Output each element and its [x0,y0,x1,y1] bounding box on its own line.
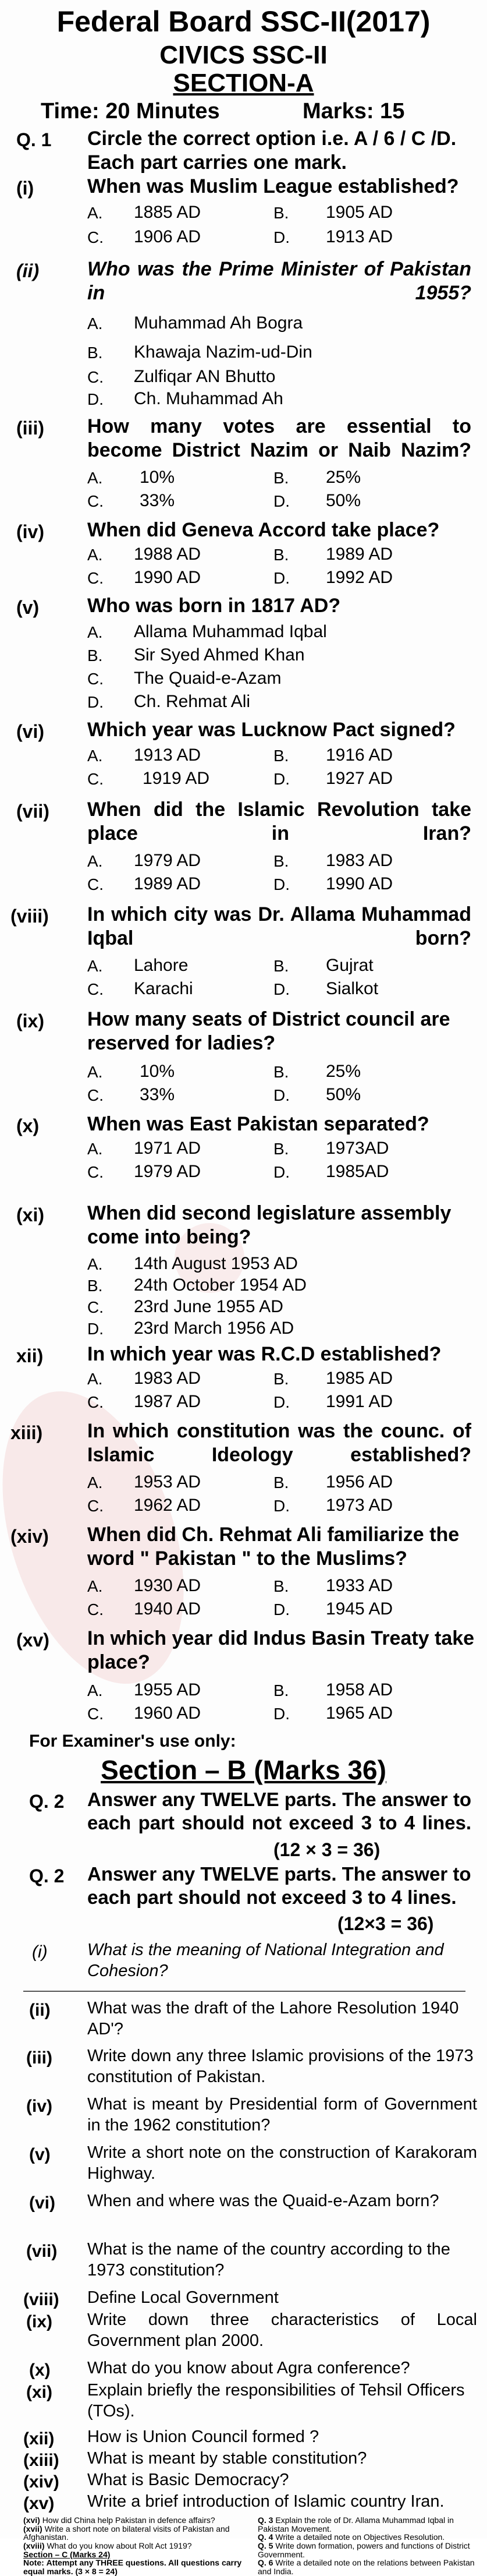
part-number: (xviii) [23,2541,45,2551]
part-text: What is Basic Democracy? [87,2471,289,2489]
option-value: Muhammad Ah Bogra [134,313,303,333]
option-value: 1927 AD [326,769,393,788]
option-value: 1913 AD [326,227,393,246]
option-letter: D. [273,875,290,893]
option-letter: C. [87,228,104,246]
option-value: 1906 AD [134,227,201,246]
option-value: 1905 AD [326,203,393,222]
part-text: Define Local Government [87,2288,279,2307]
option-value: 1945 AD [326,1599,393,1619]
option-letter: B. [273,852,289,870]
option-value: 1940 AD [134,1599,201,1619]
tail-block [0,2515,487,2576]
mcq-number: (ix) [16,1010,44,1031]
part-text: Write a short note on bilateral visits of Pakistan and Afghanistan. [23,2524,230,2542]
mcq-number: (i) [16,178,34,199]
part-number: (xvii) [23,2524,42,2533]
question-text: Explain the role of Dr. Allama Muhammad Iqbal in Pakistan Movement. [258,2515,454,2533]
part-number: (iii) [26,2048,52,2068]
part-text: Write a short note on the construction of Karakoram Highway. [87,2143,477,2183]
option-letter: A. [87,1681,103,1699]
option-letter: A. [87,852,103,870]
option-value: 1989 AD [134,874,201,893]
marks-formula: (3 × 8 = 24) [75,2567,118,2576]
option-letter: C. [87,670,104,688]
option-letter: A. [87,1370,103,1388]
section-a-heading: SECTION-A [173,69,314,97]
part-number: (viii) [23,2290,59,2309]
option-value: 1979 AD [134,1162,201,1181]
option-letter: A. [87,315,103,333]
option-letter: B. [273,1140,289,1158]
option-letter: D. [273,228,290,246]
option-value: 1960 AD [134,1704,201,1723]
question-number: Q. 3 [258,2515,273,2525]
option-letter: C. [87,770,104,788]
mcq-number: xii) [16,1345,44,1366]
note-label: Note: [23,2558,44,2568]
part-text: What do you know about Rolt Act 1919? [47,2541,192,2551]
option-value: Allama Muhammad Iqbal [134,622,327,641]
option-value: 1933 AD [326,1576,393,1595]
mcq-question: In which year did Indus Basin Treaty take place? [87,1627,475,1673]
part-number: (iv) [26,2097,52,2116]
option-letter: A. [87,1255,103,1273]
mcq-question: When did Geneva Accord take place? [87,519,440,541]
part-text: Write down three characteristics of Local Government plan 2000. [87,2310,477,2351]
part-text: What was the draft of the Lahore Resolution 1940 AD'? [87,1999,459,2039]
option-letter: A. [87,1140,103,1158]
mcq-question: Who was born in 1817 AD? [87,595,341,617]
section-b-instruction: Answer any TWELVE parts. The answer to each part should not exceed 3 to 4 lines. [87,1789,471,1833]
part-text: How is Union Council formed ? [87,2427,319,2446]
option-value: Gujrat [326,956,374,975]
option-value: Karachi [134,979,193,998]
option-letter: A. [87,469,103,487]
option-letter: B. [87,344,103,362]
question-number: Q. 4 [258,2532,273,2542]
examiner-note: For Examiner's use only: [29,1732,236,1751]
mcq-question: In which city was Dr. Allama Muhammad Iqbal born? [87,903,471,949]
mcq-number: (vii) [16,801,49,822]
part-number: (vii) [26,2242,58,2261]
option-letter: C. [87,1163,104,1181]
option-letter: D. [273,770,290,788]
option-value: 23rd March 1956 AD [134,1319,294,1338]
option-value: 1973 AD [326,1496,393,1515]
option-letter: C. [87,1298,104,1316]
option-value: 1985 AD [326,1369,393,1388]
option-letter: A. [87,1473,103,1492]
option-letter: C. [87,492,104,510]
paper-title: Federal Board SSC-II(2017) [56,5,431,38]
option-letter: B. [273,204,289,222]
option-value: 50% [326,1085,361,1104]
option-value: 1983 AD [326,851,393,870]
option-letter: C. [87,1393,104,1411]
mcq-question: How many votes are essential to become District Nazim or Naib Nazim? [87,415,471,461]
option-letter: D. [273,1163,290,1181]
option-letter: B. [87,1277,103,1295]
option-letter: B. [273,546,289,564]
mcq-number: (xi) [16,1204,44,1225]
tail-list [23,2516,483,2576]
option-letter: B. [273,747,289,765]
option-letter: D. [87,1320,104,1338]
option-letter: C. [87,1086,104,1104]
option-letter: A. [87,546,103,564]
mcq-number: (x) [16,1115,40,1136]
option-value: 1916 AD [326,745,393,765]
option-value: 1965 AD [326,1704,393,1723]
option-value: 25% [326,1062,361,1081]
option-value: 1930 AD [134,1576,201,1595]
question-number: Q. 2 [29,1865,65,1886]
part-number: (i) [32,1942,48,1962]
option-letter: A. [87,1577,103,1595]
option-letter: D. [273,1600,290,1619]
time-allowed: Time: 20 Minutes [41,99,220,123]
part-number: (xiv) [23,2472,59,2492]
part-text: How did China help Pakistan in defence affairs? [42,2515,215,2525]
mcq-number: (iv) [16,521,44,542]
question-number: Q. 1 [16,129,52,150]
option-value: 1953 AD [134,1472,201,1492]
option-value: Lahore [134,956,189,975]
section-c-heading: Section – C (Marks 24) [23,2549,111,2559]
option-value: 1919 AD [143,769,210,788]
option-value: 1973AD [326,1139,389,1158]
option-value: 1990 AD [326,874,393,893]
mcq-question: When did second legislature assembly come into being? [87,1202,452,1248]
part-number: (vi) [29,2193,55,2213]
option-value: 10% [140,468,175,487]
part-text: Write a brief introduction of Islamic country Iran. [87,2492,445,2511]
option-letter: D. [273,1086,290,1104]
option-value: 1991 AD [326,1392,393,1411]
part-text: What is meant by Presidential form of Government in the 1962 constitution? [87,2095,477,2135]
part-text: Explain briefly the responsibilities of Tehsil Officers (TOs). [87,2381,465,2421]
option-value: 1989 AD [326,545,393,564]
option-letter: B. [273,1473,289,1492]
part-number: (v) [29,2145,51,2164]
part-number: (xi) [26,2383,52,2402]
option-letter: A. [87,1063,103,1081]
option-value: 1956 AD [326,1472,393,1492]
part-text: What is the meaning of National Integration and Cohesion? [87,1941,444,1981]
option-value: 33% [140,491,175,510]
option-letter: C. [87,569,104,587]
option-letter: A. [87,957,103,975]
option-letter: B. [273,1063,289,1081]
question-instruction: Circle the correct option i.e. A / 6 / C /D. Each part carries one mark. [87,128,457,174]
option-letter: A. [87,204,103,222]
mcq-question: When was East Pakistan separated? [87,1113,429,1135]
option-letter: B. [273,1681,289,1699]
divider [23,1991,465,1992]
mcq-question: In which year was R.C.D established? [87,1343,442,1365]
option-value: 1885 AD [134,203,201,222]
option-letter: C. [87,875,104,893]
option-value: 23rd June 1955 AD [134,1297,283,1316]
total-marks: Marks: 15 [303,99,405,123]
option-value: 1971 AD [134,1139,201,1158]
marks-formula: (12 × 3 = 36) [273,1839,381,1860]
option-letter: D. [273,569,290,587]
part-number: (ii) [29,2001,51,2020]
option-letter: D. [273,980,290,998]
option-letter: C. [87,1497,104,1515]
option-value: 1962 AD [134,1496,201,1515]
part-text: When and where was the Quaid-e-Azam born? [87,2192,439,2210]
option-value: 10% [140,1062,175,1081]
option-letter: B. [87,646,103,665]
option-letter: B. [273,1370,289,1388]
option-value: Sialkot [326,979,379,998]
option-letter: D. [87,693,104,711]
option-value: The Quaid-e-Azam [134,669,282,688]
option-letter: A. [87,747,103,765]
option-value: 50% [326,491,361,510]
part-text: Write down any three Islamic provisions of the 1973 constitution of Pakistan. [87,2047,474,2087]
question-text: Write a detailed note on the relations between Pakistan and India. [258,2558,475,2576]
option-value: Ch. Rehmat Ali [134,692,251,711]
option-value: 1992 AD [326,568,393,587]
option-letter: D. [273,1393,290,1411]
mcq-question: Which year was Lucknow Pact signed? [87,719,456,741]
option-letter: B. [273,957,289,975]
paper-subtitle: CIVICS SSC-II [159,41,328,69]
mcq-question: How many seats of District council are reserved for ladies? [87,1008,450,1054]
question-text: Write a detailed note on Objectives Resolution. [275,2532,445,2542]
mcq-question: When was Muslim League established? [87,175,459,197]
option-letter: D. [273,492,290,510]
option-value: 1983 AD [134,1369,201,1388]
option-letter: D. [273,1705,290,1723]
option-value: 24th October 1954 AD [134,1275,307,1295]
option-letter: C. [87,368,104,386]
option-value: Ch. Muhammad Ah [134,389,283,408]
option-value: 33% [140,1085,175,1104]
option-letter: D. [273,1497,290,1515]
option-letter: A. [87,623,103,641]
part-number: (ix) [26,2312,52,2331]
mcq-number: xiii) [10,1422,43,1443]
part-text: What do you know about Agra conference? [87,2359,410,2377]
part-number: (xvi) [23,2515,40,2525]
option-letter: C. [87,980,104,998]
option-value: 1958 AD [326,1680,393,1699]
mcq-question: When did the Islamic Revolution take place in Iran? [87,798,471,844]
option-letter: C. [87,1600,104,1619]
option-value: Sir Syed Ahmed Khan [134,645,305,665]
option-letter: C. [87,1705,104,1723]
question-number: Q. 5 [258,2541,273,2551]
marks-formula: (12×3 = 36) [337,1913,434,1934]
section-b-instruction: Answer any TWELVE parts. The answer to each part should not exceed 3 to 4 lines. [87,1863,471,1908]
note-text: Attempt any THREE questions. All questions carry equal marks. [23,2558,242,2576]
mcq-number: (v) [16,597,40,618]
option-value: 1913 AD [134,745,201,765]
option-value: 14th August 1953 AD [134,1254,298,1273]
option-value: 25% [326,468,361,487]
mcq-question: Who was the Prime Minister of Pakistan in 1955? [87,258,471,304]
part-text: What is the name of the country according to the 1973 constitution? [87,2240,450,2280]
mcq-number: (xv) [16,1630,49,1651]
option-value: 1987 AD [134,1392,201,1411]
option-letter: B. [273,469,289,487]
option-value: 1985AD [326,1162,389,1181]
mcq-number: (ii) [16,260,40,281]
mcq-number: (xiv) [10,1526,49,1547]
mcq-number: (iii) [16,418,44,439]
part-number: (xv) [23,2494,55,2513]
mcq-question: When did Ch. Rehmat Ali familiarize the word " Pakistan " to the Muslims? [87,1524,460,1570]
option-value: Khawaja Nazim-ud-Din [134,342,312,362]
question-text: Write down formation, powers and functions of District Government. [258,2541,470,2559]
mcq-number: (vi) [16,721,44,742]
option-value: 1955 AD [134,1680,201,1699]
part-number: (xiii) [23,2451,59,2470]
option-value: 1990 AD [134,568,201,587]
option-value: 1988 AD [134,545,201,564]
mcq-number: (viii) [10,906,49,927]
part-number: (x) [29,2361,51,2380]
part-text: What is meant by stable constitution? [87,2449,367,2468]
option-value: 1979 AD [134,851,201,870]
mcq-question: In which constitution was the counc. of Islamic Ideology established? [87,1420,471,1466]
option-letter: D. [87,390,104,408]
section-b-heading: Section – B (Marks 36) [101,1755,386,1785]
question-number: Q. 6 [258,2558,273,2568]
option-value: Zulfiqar AN Bhutto [134,367,276,386]
part-number: (xii) [23,2429,55,2448]
option-letter: B. [273,1577,289,1595]
question-number: Q. 2 [29,1791,65,1812]
